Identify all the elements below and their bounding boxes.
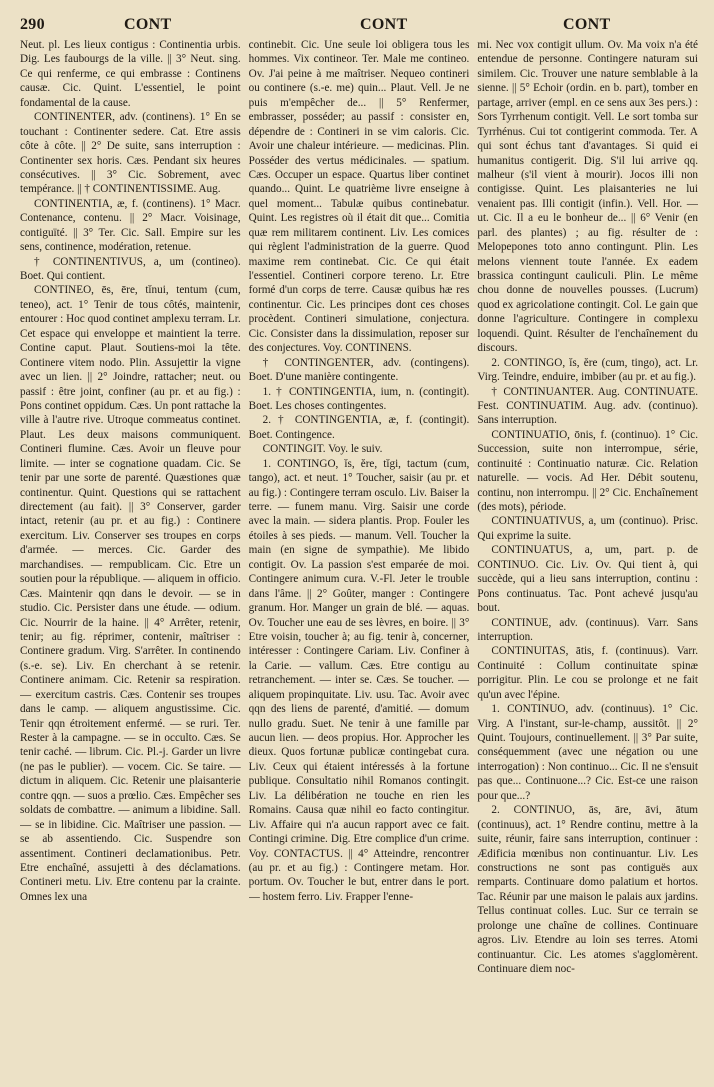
column-middle — [249, 38, 470, 1078]
guide-word-right: CONT — [563, 16, 611, 33]
dictionary-entry: 2. CONTINUO, ās, āre, āvi, ātum (continuus), act. 1° Rendre continu, mettre à la suite, réunir, faire sans interruption, continuer : Ædificia mœnibus non continuantur. Liv. Les constructions ne sont pas contiguës aux remparts. Continuare domo palatium et hortos. Tac. Réunir par une maison le palais aux jardins. Tellus continuat colles. Luc. Sur ce terrain se prolonge une chaîne de collines. Continuare agros. Liv. Etendre au loin ses terres. Atomi continuantur. Cic. Les atomes s'agglomèrent. Continuare diem noc- — [477, 804, 699, 975]
dictionary-entry: 1. CONTINGO, ĭs, ĕre, tĭgi, tactum (cum, tango), act. et neut. 1° Toucher, saisir (au pr. et au fig.) : Contingere terram osculo. Liv. Baiser la terre. — funem manu. Virg. Saisir une corde avec la main. — sidera plantis. Prop. Fouler les étoiles à ses pieds. — manum. Vell. Toucher la main (en signe de sympathie). Me libido contigit. Ov. La passion s'est emparée de moi. Contingere animum cura. V.-Fl. Jeter le trouble dans l'âme. || 2° Goûter, manger : Contingere granum. Hor. Manger un grain de blé. — aquas. Ov. Toucher une eau de ses lèvres, en boire. || 3° Etre voisin, toucher à; au fig. tenir à, concerner, intéresser : Contingere Cariam. Liv. Confiner à la Carie. — vallum. Cæs. Etre contigu au retranchement. — inter se. Cæs. Se toucher. — aliquem propinquitate. Liv. usu. Tac. Avoir avec qqn des liens de parenté, d'amitié. — domum nullo gradu. Suet. Ne tenir à une famille par aucun lien. — deos propius. Hor. Approcher les dieux. Quos fortunæ publicæ contingebat cura. Liv. Ceux qui étaient intéressés à la fortune publique. Consultatio nihil Romanos contingit. Liv. La délibération ne touche en rien les Romains. Causa quæ nihil eo facto contingitur. Liv. Affaire qui n'a aucun rapport avec ce fait. Contingi crimine. Dig. Etre complice d'un crime. Voy. CONTACTUS. || 4° Atteindre, rencontrer (au pr. et au fig.) : Contingere metam. Hor. portum. Ov. Toucher le but, entrer dans le port. — hostem ferro. Liv. Frapper l'enne- — [248, 457, 470, 903]
dictionary-entry: mi. Nec vox contigit ullum. Ov. Ma voix n'a été entendue de personne. Contingere naturam sui similem. Cic. Trouver une nature semblable à la sienne. || 5° Echoir (ordin. en b. part), tomber en partage, arriver (empl. en ce sens aux 3es pers.) : Sors Tyrrhenum contigit. Vell. Le sort tomba sur Tyrrhénus. Cui tot contigerint commoda. Ter. A qui sont échus tant d'avantages. Si quid ei humanitus contigerit. Dig. S'il lui arrive qq. malheur (s'il vient à mourir). Jocos illi non contigisse. Quint. Les plaisanteries ne lui venaient pas. Illi contigit (infin.). Vell. Hor. — ut. Cic. Il a eu le bonheur de... || 6° Venir (en parl. des plantes) ; au fig. résulter de : Melopepones toto anno contingunt. Plin. Les melons viennent toute l'année. Ex eadem brassica contingunt cauliculi. Plin. Le même chou donne de nouvelles pousses. (Lucrum) quod ex agricolatione contingit. Col. Le gain que donne l'agriculture. Contingere in complexu loquendi. Quint. Résulter de l'enchaînement du discours. — [477, 39, 699, 355]
column-left — [20, 38, 241, 1078]
dictionary-entry: 2. CONTINGO, ĭs, ĕre (cum, tingo), act. Lr. Virg. Teindre, enduire, imbiber (au pr. et au fig.). — [477, 356, 699, 384]
dictionary-entry: † CONTINUANTER. Aug. CONTINUATE. Fest. CONTINUATIM. Aug. adv. (continuo). Sans interruption. — [477, 385, 699, 427]
dictionary-entry: 1. † CONTINGENTIA, ium, n. (contingit). Boet. Les choses contingentes. — [248, 385, 470, 412]
dictionary-entry: CONTINEO, ēs, ēre, tĭnui, tentum (cum, teneo), act. 1° Tenir de tous côtés, maintenir, entourer : Hoc quod continet amplexu terram. Lr. Cet espace qui enveloppe et maintient la terre. Contine caput. Plaut. Soutiens-moi la tête. Continere vitem nodo. Plin. Assujettir la vigne avec un lien. || 2° Joindre, rattacher; neut. ou passif : être joint, confiner (au pr. et au fig.) : Pons continet oppidum. Cæs. Un pont rattache la ville à l'autre rive. Utroque commeatus continet. Plaut. Les deux maisons communiquent. Contineri flumine. Cæs. Avoir un fleuve pour limite. — inter se cognatione quadam. Cic. Se tenir par une sorte de parenté. Quæstiones quæ continentur. Quint. Questions qui se rattachent directement (au fait). || 3° Conserver, garder intact, retenir (au pr. et au fig.) : Continere exercitum. Liv. Conserver ses troupes en corps d'armée. — merces. Cic. Garder des marchandises. — rempublicam. Cic. Etre un soutien pour la république. — aliquem in officio. Cæs. Maintenir qqn dans le devoir. — se in studio. Cic. Persister dans une étude. — odium. Cic. Nourrir de la haine. || 4° Arrêter, retenir, tenir; au fig. réprimer, contenir, maîtriser : Continere gradum. Virg. S'arrêter. In continendo (s.-e. se). Liv. En cherchant à se retenir. Continere animam. Cic. Retenir sa respiration. — exercitum castris. Cæs. Contenir ses troupes dans le camp. — aliquem angustissime. Cic. Tenir qqn étroitement enfermé. — se ruri. Ter. Rester à la campagne. — se in occulto. Cæs. Se tenir caché. — librum. Cic. Pl.-j. Garder un livre (ne pas le publier). — vocem. Cic. Se taire. — dictum in aliquem. Cic. Retenir une plaisanterie contre qqn. — suos a prœlio. Cæs. Empêcher ses soldats de combattre. — animum a libidine. Sall. — se in libidine. Cic. Maîtriser une passion. — se ab assentiendo. Cic. Suspendre son assentiment. Contineri declamationibus. Petr. Etre enchaîné, assujetti à des déclamations. Contineri metu. Liv. Etre contenu par la crainte. Omnes lex una — [20, 284, 241, 903]
dictionary-entry: CONTINUATIVUS, a, um (continuo). Prisc. Qui exprime la suite. — [477, 515, 699, 542]
text-columns — [20, 38, 698, 1078]
guide-word-center: CONT — [360, 16, 408, 33]
dictionary-entry: † CONTINENTIVUS, a, um (contineo). Boet. Qui contient. — [20, 255, 241, 282]
page-number: 290 — [20, 16, 45, 33]
dictionary-entry: continebit. Cic. Une seule loi obligera tous les hommes. Vix contineor. Ter. Male me contineo. Ov. J'ai peine à me maîtriser. Nequeo contineri ou continere (s.-e. me) quin... Plaut. Vell. Je ne puis m'empêcher de... || 5° Renfermer, embrasser, posséder; au passif : consister en, dépendre de : Contineri in se vim caloris. Cic. Avoir une chaleur intérieure. — medicinas. Plin. Posséder des vertus médicinales. — spatium. Cæs. Occuper un espace. Quartus liber continet quando... Quint. Le quatrième livre enseigne à quel moment... Tabulæ quibus continebatur. Quint. Les registres où il était dit que... Comitia quæ rem militarem continent. Liv. Les comices qui règlent l'administration de la guerre. Quod maxime rem continebat. Cic. Ce qui était l'essentiel. Contineri corpore tereno. Lr. Etre formé d'un corps de terre. Causæ quibus hæ res continentur. Cic. Les principes dont ces choses procèdent. Contineri simulatione, conjectura. Cic. Consister dans la dissimulation, reposer sur des conjectures. Voy. CONTINENS. — [248, 39, 470, 355]
dictionary-entry: CONTINUITAS, ātis, f. (continuus). Varr. Continuité : Collum continuitate spinæ porrigitur. Plin. Le cou se prolonge et ne fait qu'un avec l'épine. — [477, 645, 699, 701]
dictionary-entry: CONTINUATIO, ōnis, f. (continuo). 1° Cic. Succession, suite non interrompue, série, continuité : Continuatio naturæ. Cic. Relation naturelle. — vocis. Ad Her. Débit soutenu, continu, non interrompu. || 2° Cic. Enchaînement (des mots), période. — [477, 428, 699, 513]
dictionary-entry: CONTINGIT. Voy. le suiv. — [262, 443, 383, 456]
dictionary-entry: CONTINUATUS, a, um, part. p. de CONTINUO. Cic. Liv. Ov. Qui tient à, qui succède, qui a lieu sans interruption, continu : Pons continuatus. Tac. Pont achevé jusqu'au bout. — [477, 544, 699, 615]
dictionary-entry: † CONTINGENTER, adv. (contingens). Boet. D'une manière contingente. — [248, 356, 470, 384]
dictionary-entry: 1. CONTINUO, adv. (continuus). 1° Cic. Virg. A l'instant, sur-le-champ, aussitôt. || 2° Quint. Toujours, continuellement. || 3° Par suite, conséquemment (avec une négation ou une interrogation) : Non continuo... Cic. Il ne s'ensuit pas que... Continuone...? Cic. Est-ce une raison pour que...? — [477, 703, 699, 802]
column-right — [477, 38, 698, 1078]
guide-word-left: CONT — [124, 16, 172, 33]
dictionary-entry: 2. † CONTINGENTIA, æ, f. (contingit). Boet. Contingence. — [248, 414, 470, 441]
dictionary-entry: CONTINUE, adv. (continuus). Varr. Sans interruption. — [477, 616, 699, 643]
dictionary-entry: CONTINENTER, adv. (continens). 1° En se touchant : Continenter sedere. Cat. Etre assis côte à côte. || 2° De suite, sans interruption : Continenter sex horis. Cæs. Pendant six heures consécutives. || 3° Cic. Sobrement, avec tempérance. || † CONTINENTISSIME. Aug. — [20, 111, 241, 196]
dictionary-entry: Neut. pl. Les lieux contigus : Continentia urbis. Dig. Les faubourgs de la ville. || 3° Neut. sing. Ce qui renferme, ce qui embrasse : Continens causæ. Cic. Quint. L'essentiel, le point fondamental de la cause. — [20, 39, 241, 109]
dictionary-entry: CONTINENTIA, æ, f. (continens). 1° Macr. Contenance, contenu. || 2° Macr. Voisinage, contiguïté. || 3° Ter. Cic. Sall. Empire sur les sens, continence, modération, retenue. — [20, 197, 241, 254]
page-header — [20, 12, 698, 38]
